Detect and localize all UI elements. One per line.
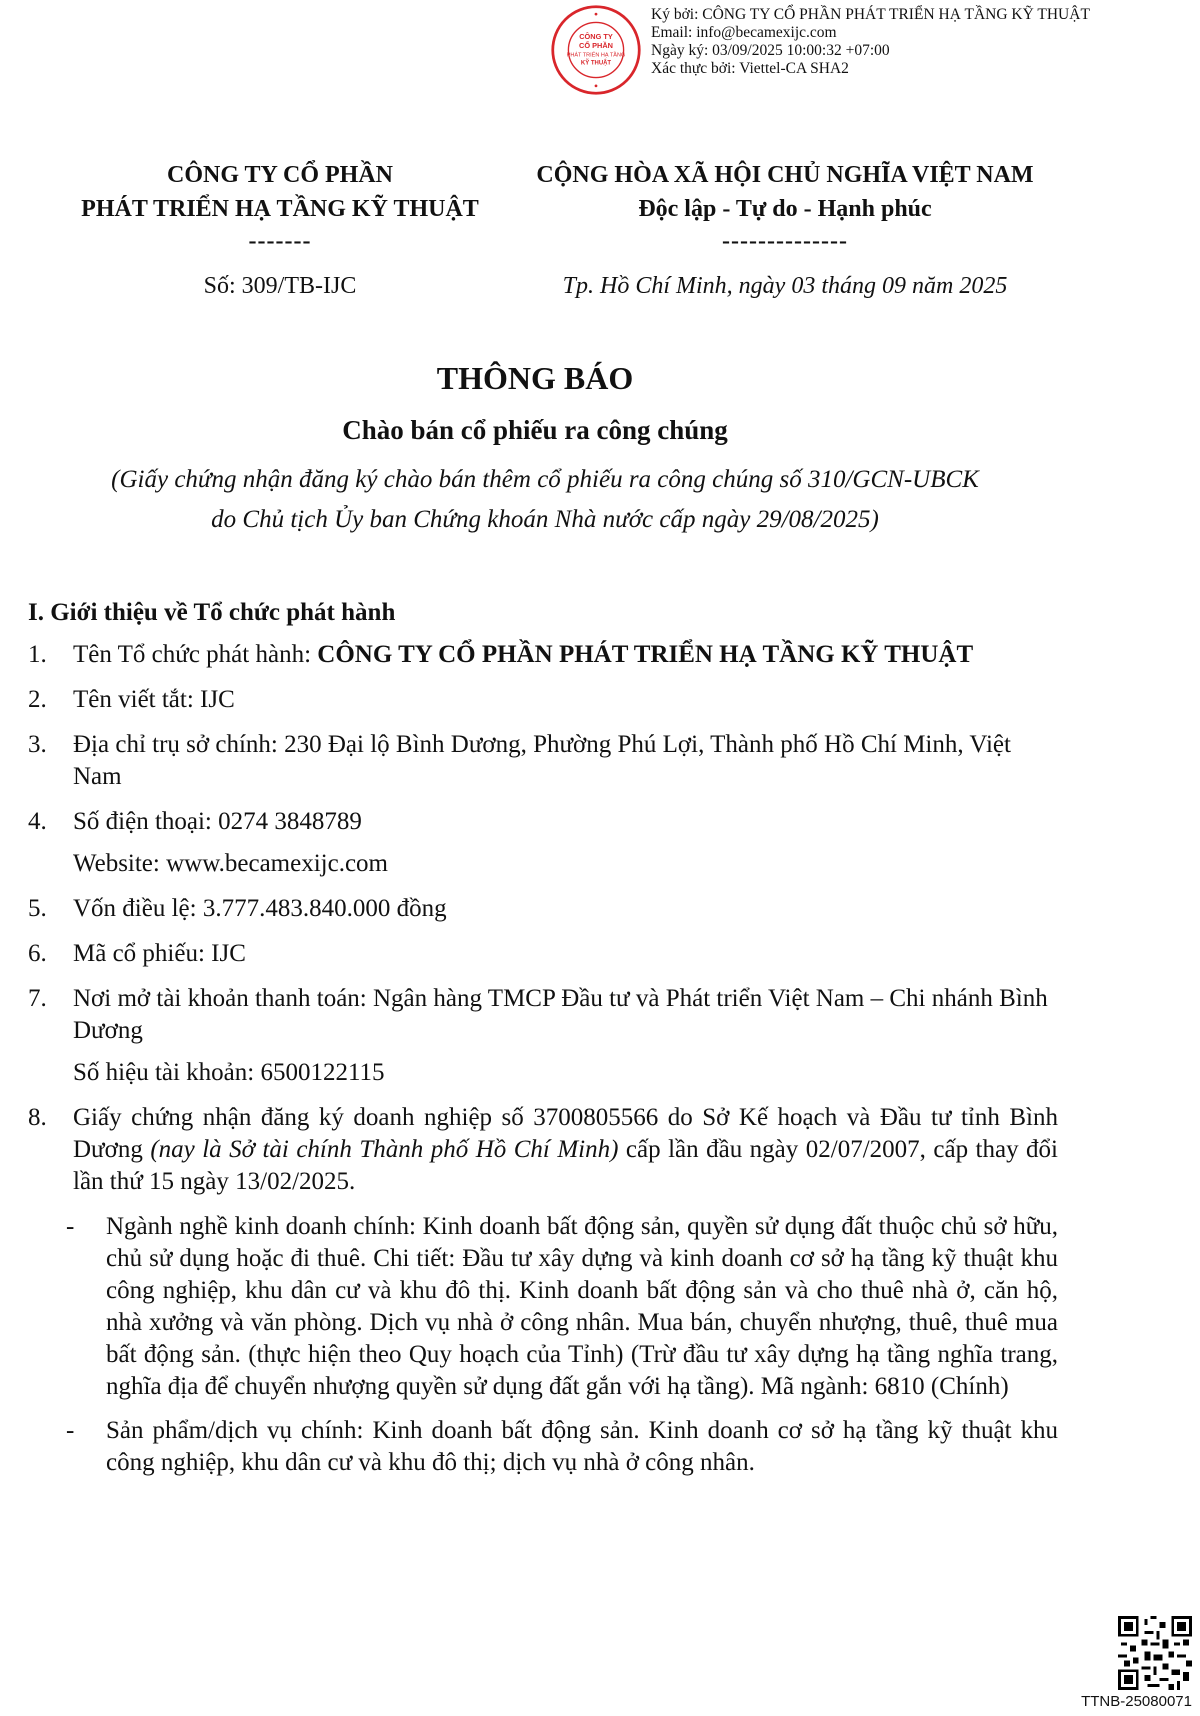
bullet-item — [28, 1211, 1058, 1403]
company-header — [30, 158, 530, 256]
signature-date: Ngày ký: 03/09/2025 10:00:32 +07:00 — [651, 42, 890, 59]
item-text: Nơi mở tài khoản thanh toán: Ngân hàng TMCP Đầu tư và Phát triển Việt Nam – Chi nhánh Bình Dương — [73, 985, 1048, 1044]
item-text: Giấy chứng nhận đăng ký doanh nghiệp số 3700805566 do Sở Kế hoạch và Đầu tư tỉnh Bình Dương — [73, 1104, 1058, 1163]
certificate-line2: do Chủ tịch Ủy ban Chứng khoán Nhà nước cấp ngày 29/08/2025) — [211, 506, 879, 533]
signature-email: Email: info@becamexijc.com — [651, 24, 837, 41]
signed-by: Ký bởi: CÔNG TY CỔ PHẦN PHÁT TRIỂN HẠ TẦNG KỸ THUẬT — [651, 6, 1090, 23]
item-number: 5. — [28, 895, 47, 922]
company-name-line2: PHÁT TRIỂN HẠ TẦNG KỸ THUẬT — [81, 196, 479, 222]
list-item — [28, 938, 1058, 970]
list-item — [28, 893, 1058, 925]
item-number: 4. — [28, 808, 47, 835]
item-text: Vốn điều lệ: 3.777.483.840.000 đồng — [73, 895, 447, 922]
nation-name: CỘNG HÒA XÃ HỘI CHỦ NGHĨA VIỆT NAM — [536, 162, 1034, 188]
nation-header — [500, 158, 1070, 256]
svg-text:CÔNG TY: CÔNG TY — [579, 31, 613, 41]
certificate-line1: (Giấy chứng nhận đăng ký chào bán thêm cổ phiếu ra công chúng số 310/GCN-UBCK — [111, 466, 979, 493]
item-text: Số điện thoại: 0274 3848789 — [73, 808, 362, 835]
item-number: 8. — [28, 1104, 47, 1131]
place-date: Tp. Hồ Chí Minh, ngày 03 tháng 09 năm 2025 — [562, 273, 1008, 299]
item-number: 7. — [28, 985, 47, 1012]
list-item — [28, 729, 1058, 793]
item-text-italic: (nay là Sở tài chính Thành phố Hồ Chí Minh) — [150, 1136, 619, 1163]
bullet-mark: - — [66, 1213, 75, 1240]
digital-signature-info — [651, 6, 1090, 78]
item-text: Mã cổ phiếu: IJC — [73, 940, 246, 967]
list-item — [28, 639, 1058, 671]
list-item — [28, 684, 1058, 716]
item-label: Tên Tổ chức phát hành: — [73, 641, 318, 668]
nation-divider: -------------- — [722, 228, 848, 254]
qr-code-icon — [1118, 1616, 1192, 1690]
company-name-line1: CÔNG TY CỔ PHẦN — [166, 162, 393, 188]
nation-motto: Độc lập - Tự do - Hạnh phúc — [638, 196, 932, 222]
document-number: Số: 309/TB-IJC — [203, 273, 357, 299]
section-issuer-intro — [28, 597, 1058, 1491]
signature-verified-by: Xác thực bởi: Viettel-CA SHA2 — [651, 60, 849, 77]
svg-text:KỸ THUẬT: KỸ THUẬT — [580, 60, 612, 67]
company-seal-stamp — [550, 4, 642, 96]
document-title: THÔNG BÁO — [436, 360, 634, 396]
list-item — [28, 983, 1058, 1089]
item-text: Địa chỉ trụ sở chính: 230 Đại lộ Bình Dương, Phường Phú Lợi, Thành phố Hồ Chí Minh, Việt Nam — [73, 731, 1011, 790]
item-number: 3. — [28, 731, 47, 758]
item-number: 2. — [28, 686, 47, 713]
list-item — [28, 806, 1058, 880]
item-number: 1. — [28, 641, 47, 668]
bullet-text: Ngành nghề kinh doanh chính: Kinh doanh bất động sản, quyền sử dụng đất thuộc chủ sở hữu, chủ sử dụng hoặc đi thuê. Chi tiết: Đầu tư xây dựng và kinh doanh cơ sở hạ tầng kỹ thuật khu công nghiệp, khu dân cư và khu đô thị. Kinh doanh bất động sản và cho thuê nhà ở, căn hộ, nhà xưởng và văn phòng. Dịch vụ nhà ở công nhân. Mua bán, chuyển nhượng, thuê, thuê mua bất động sản. (thực hiện theo Quy hoạch của Tỉnh) (Trừ đầu tư xây dựng hạ tầng nghĩa trang, nghĩa địa để chuyển nhượng quyền sử dụng đất gắn với hạ tầng). Mã ngành: 6810 (Chính) — [106, 1213, 1058, 1400]
bullet-mark: - — [66, 1417, 75, 1444]
svg-text:PHÁT TRIỂN HẠ TẦNG: PHÁT TRIỂN HẠ TẦNG — [566, 52, 626, 59]
svg-text:CỔ PHẦN: CỔ PHẦN — [579, 41, 613, 51]
item-extra: Số hiệu tài khoản: 6500122115 — [73, 1059, 385, 1086]
company-divider: ------- — [248, 228, 312, 254]
item-text: Tên viết tắt: IJC — [73, 686, 235, 713]
item-number: 6. — [28, 940, 47, 967]
list-item — [28, 1102, 1058, 1198]
section-heading: I. Giới thiệu về Tổ chức phát hành — [28, 599, 396, 626]
bullet-item — [28, 1415, 1058, 1479]
item-extra: Website: www.becamexijc.com — [73, 850, 389, 877]
document-subtitle: Chào bán cổ phiếu ra công chúng — [342, 415, 728, 445]
item-text: cấp lần đầu ngày 02/07/2007, cấp thay đổi lần thứ 15 ngày 13/02/2025. — [73, 1136, 1059, 1195]
certificate-reference — [20, 460, 1070, 540]
document-code: TTNB-25080071 — [1081, 1693, 1192, 1710]
bullet-text: Sản phẩm/dịch vụ chính: Kinh doanh bất động sản. Kinh doanh cơ sở hạ tầng kỹ thuật khu công nghiệp, khu dân cư và khu đô thị; dịch vụ nhà ở công nhân. — [106, 1417, 1058, 1476]
issuer-name: CÔNG TY CỔ PHẦN PHÁT TRIỂN HẠ TẦNG KỸ THUẬT — [317, 641, 974, 668]
